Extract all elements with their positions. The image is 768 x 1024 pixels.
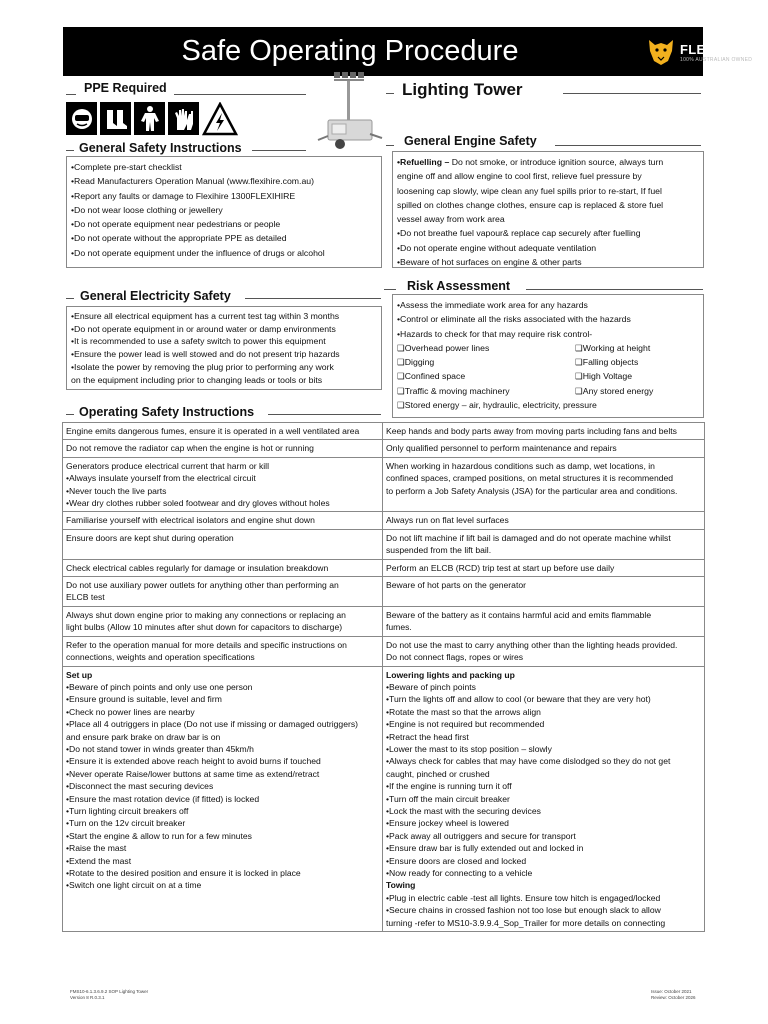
hazard-checkbox: ❑High Voltage [575, 371, 633, 382]
list-item: •Plug in electric cable -test all lights. Ensure tow hitch is engaged/locked [386, 892, 661, 903]
table-row [63, 423, 705, 440]
setup-cell [63, 666, 383, 932]
table-row [63, 666, 705, 932]
list-item: •Raise the mast [66, 843, 127, 854]
list-item: •Now ready for connecting to a vehicle [386, 868, 533, 878]
table-cell-left [63, 606, 383, 636]
list-item: spilled on clothes change clothes, ensure cap is replaced & store fuel [397, 199, 664, 210]
divider [66, 414, 74, 415]
cell-line: Familiarise yourself with electrical isolators and engine shut down [66, 515, 315, 526]
hazard-checkbox: ❑Falling objects [575, 357, 639, 368]
table-row [63, 457, 705, 512]
table-row [63, 440, 705, 457]
list-item: •Hazards to check for that may require risk control- [397, 328, 593, 339]
list-item: turning -refer to MS10-3.9.9.4_Sop_Trailer for more details on connecting [386, 917, 666, 928]
logo-tagline: 100% AUSTRALIAN OWNED [680, 56, 753, 63]
list-item: •Beware of pinch points and only use one person [66, 681, 253, 692]
cell-line: •Always insulate yourself from the electrical circuit [66, 473, 256, 484]
issue-date: Issue: October 2021 [651, 989, 692, 994]
table-row [63, 529, 705, 559]
hazard-checkbox: ❑Digging [397, 357, 435, 368]
table-cell-right [383, 529, 705, 559]
document-code: FMS10-6.1.3.6.9.2 SOP Lighting Tower [70, 989, 149, 994]
refuelling-label: •Refuelling – [397, 157, 450, 167]
general-safety-title: General Safety Instructions [79, 141, 242, 155]
divider [384, 289, 396, 290]
list-item: •It is recommended to use a safety switch to power this equipment [71, 336, 326, 347]
list-item: •Turn lighting circuit breakers off [66, 805, 189, 816]
cell-line: Do not lift machine if lift bail is damaged and do not operate machine whilst [386, 532, 671, 543]
table-cell-left [63, 529, 383, 559]
list-item: •Extend the mast [66, 855, 132, 866]
ppe-icons [66, 102, 238, 137]
list-item: •Retract the head first [386, 731, 469, 742]
hazard-checkbox: ❑Traffic & moving machinery [397, 385, 510, 396]
table-row [63, 512, 705, 529]
hazard-checkbox: ❑Confined space [397, 371, 466, 382]
list-item: •Check no power lines are nearby [66, 706, 195, 717]
list-item: •Do not operate equipment under the influence of drugs or alcohol [71, 247, 325, 258]
table-cell-right [383, 440, 705, 457]
divider [563, 93, 701, 94]
logo [646, 32, 764, 72]
operating-title: Operating Safety Instructions [79, 405, 255, 419]
cell-line: Check electrical cables regularly for damage or insulation breakdown [66, 562, 329, 573]
cell-line: connections, weights and operation specifications [66, 652, 255, 663]
list-item: •Ensure draw bar is fully extended out and locked in [386, 843, 584, 854]
list-item: •Beware of pinch points [386, 681, 476, 692]
cell-line: •Never touch the live parts [66, 485, 167, 496]
hazard-checkbox: ❑Working at height [575, 342, 651, 353]
list-item: •Lower the mast to its stop position – slowly [386, 743, 552, 754]
document-version: Version 8 R.0.3.1 [70, 995, 105, 1000]
setup-title: Set up [66, 669, 93, 680]
list-item: caught, pinched or crushed [386, 768, 490, 779]
table-cell-left [63, 440, 383, 457]
lowering-cell [383, 666, 705, 932]
divider [245, 298, 381, 299]
list-item: Do not smoke, or introduce ignition source, always turn [449, 157, 664, 167]
divider [386, 93, 394, 94]
table-cell-left [63, 559, 383, 576]
list-item: •If the engine is running turn it off [386, 781, 512, 792]
list-item: •Ensure doors are closed and locked [386, 855, 527, 866]
list-item: •Start the engine & allow to run for a few minutes [66, 830, 252, 841]
cell-line: Keep hands and body parts away from moving parts including fans and belts [386, 426, 677, 436]
header-bar [63, 27, 753, 76]
cell-line: Always shut down engine prior to making any connections or replacing an [66, 609, 346, 620]
divider [555, 145, 701, 146]
list-item: loosening cap slowly, wipe clean any fuel spills prior to re-start, If fuel [397, 185, 662, 196]
cell-line: to perform a Job Safety Analysis (JSA) for the particular area and conditions. [386, 485, 678, 496]
list-item: •Place all 4 outriggers in place (Do not use if missing or damaged outriggers) [66, 719, 358, 730]
table-cell-right [383, 457, 705, 512]
table-row [63, 577, 705, 607]
list-item: •Turn on the 12v circuit breaker [66, 818, 186, 829]
list-item: •Do not wear loose clothing or jewellery [71, 204, 223, 215]
hazard-checkbox: ❑Stored energy – air, hydraulic, electricity, pressure [397, 400, 597, 411]
list-item: •Ensure the mast rotation device (if fitted) is locked [66, 793, 260, 804]
list-item: •Assess the immediate work area for any hazards [397, 300, 588, 310]
cell-line: •Wear dry clothes rubber soled footwear and dry gloves without holes [66, 498, 330, 509]
table-cell-right [383, 606, 705, 636]
towing-title: Towing [386, 880, 416, 891]
lighting-tower-image [312, 70, 384, 152]
electricity-safety-box [66, 306, 382, 390]
face-shield-icon [66, 102, 97, 135]
risk-box [392, 294, 704, 418]
list-item: •Rotate the mast so that the arrows align [386, 706, 541, 717]
cell-line: Refer to the operation manual for more details and specific instructions on [66, 639, 347, 650]
electricity-safety-title: General Electricity Safety [80, 289, 231, 303]
cell-line: ELCB test [66, 592, 105, 603]
divider [66, 94, 76, 95]
list-item: •Do not operate without the appropriate PPE as detailed [71, 233, 287, 244]
electrical-hazard-icon [202, 102, 238, 137]
equipment-title: Lighting Tower [402, 80, 523, 99]
hazard-checkbox: ❑Any stored energy [575, 385, 654, 396]
divider [66, 150, 74, 151]
table-cell-left [63, 512, 383, 529]
cell-line: Do not connect flags, ropes or wires [386, 652, 524, 663]
logo-brand: FLEXIHIRE [680, 41, 751, 57]
list-item: vessel away from work area [397, 214, 505, 225]
lowering-title: Lowering lights and packing up [386, 669, 515, 680]
cell-line: confined spaces, cramped positions, on metal structures it is recommended [386, 473, 674, 484]
gloves-icon [168, 102, 199, 135]
hazard-checkbox: ❑Overhead power lines [397, 342, 490, 353]
divider [252, 150, 306, 151]
list-item: •Ensure it is extended above reach height to avoid burns if touched [66, 756, 321, 767]
list-item: •Complete pre-start checklist [71, 162, 182, 172]
list-item: engine off and allow engine to cool first, relieve fuel pressure by [397, 171, 642, 182]
table-row [63, 559, 705, 576]
table-cell-right [383, 636, 705, 666]
cell-line: Generators produce electrical current that harm or kill [66, 460, 269, 471]
general-safety-box [66, 156, 382, 268]
table-cell-left [63, 636, 383, 666]
list-item: •Do not stand tower in winds greater than 45km/h [66, 743, 254, 754]
list-item: •Rotate to the desired position and ensure it is locked in place [66, 868, 301, 878]
cell-line: Perform an ELCB (RCD) trip test at start up before use daily [386, 562, 615, 573]
list-item: •Turn the lights off and allow to cool (or beware that they are very hot) [386, 694, 651, 705]
list-item: •Isolate the power by removing the plug prior to performing any work [71, 361, 334, 372]
table-row [63, 606, 705, 636]
list-item: •Do not operate equipment in or around water or damp environments [71, 323, 336, 334]
divider [174, 94, 306, 95]
list-item: •Ensure ground is suitable, level and firm [66, 694, 222, 705]
list-item: •Do not operate equipment near pedestrians or people [71, 219, 281, 230]
cell-line: Always run on flat level surfaces [386, 515, 509, 526]
operating-table [62, 422, 705, 932]
table-cell-left [63, 423, 383, 440]
list-item: •Turn off the main circuit breaker [386, 793, 510, 804]
coveralls-icon [134, 102, 165, 135]
list-item: •Read Manufacturers Operation Manual (www.flexihire.com.au) [71, 176, 315, 187]
risk-title: Risk Assessment [407, 279, 511, 293]
list-item: •Ensure the power lead is well stowed and do not present trip hazards [71, 349, 340, 360]
cheetah-logo-icon [646, 37, 676, 67]
cell-line: Engine emits dangerous fumes, ensure it is operated in a well ventilated area [66, 426, 360, 436]
list-item: •Lock the mast with the securing devices [386, 805, 541, 816]
list-item: •Pack away all outriggers and secure for transport [386, 830, 576, 841]
table-cell-right [383, 423, 705, 440]
cell-line: light bulbs (Allow 10 minutes after shut down for capacitors to discharge) [66, 622, 343, 633]
divider [66, 298, 74, 299]
list-item: •Secure chains in crossed fashion not too lose but enough slack to allow [386, 905, 661, 916]
table-row [63, 636, 705, 666]
list-item: •Report any faults or damage to Flexihire 1300FLEXIHIRE [71, 190, 296, 201]
table-cell-left [63, 577, 383, 607]
review-date: Review: October 2026 [651, 995, 696, 1000]
engine-safety-box [392, 151, 704, 268]
table-cell-right [383, 512, 705, 529]
table-cell-left [63, 457, 383, 512]
page-title: Safe Operating Procedure [181, 35, 519, 67]
divider [268, 414, 381, 415]
cell-line: fumes. [386, 622, 412, 633]
ppe-title: PPE Required [84, 81, 167, 95]
cell-line: Ensure doors are kept shut during operation [66, 532, 234, 543]
table-cell-right [383, 577, 705, 607]
boots-icon [100, 102, 131, 135]
footer-left [70, 989, 148, 1001]
cell-line: suspended from the lift bail. [386, 545, 492, 556]
list-item: •Engine is not required but recommended [386, 719, 545, 730]
cell-line: Beware of hot parts on the generator [386, 580, 526, 591]
cell-line: Beware of the battery as it contains harmful acid and emits flammable [386, 609, 652, 620]
list-item: •Ensure jockey wheel is lowered [386, 818, 509, 829]
list-item: •Switch one light circuit on at a time [66, 880, 202, 891]
list-item: •Always check for cables that may have come dislodged so they do not get [386, 756, 671, 767]
footer-right [651, 989, 696, 1001]
engine-safety-title: General Engine Safety [404, 134, 537, 148]
list-item: •Beware of hot surfaces on engine & other parts [397, 257, 582, 268]
list-item: •Do not breathe fuel vapour& replace cap securely after fuelling [397, 228, 641, 239]
list-item: •Disconnect the mast securing devices [66, 781, 214, 792]
list-item: and ensure park brake on draw bar is on [66, 731, 221, 742]
cell-line: Do not use the mast to carry anything other than the lighting heads provided. [386, 639, 678, 650]
hazard-checklist [397, 341, 699, 398]
cell-line: Only qualified personnel to perform maintenance and repairs [386, 443, 617, 454]
divider [386, 145, 394, 146]
list-item: •Do not operate engine without adequate ventilation [397, 242, 597, 253]
list-item: •Control or eliminate all the risks associated with the hazards [397, 314, 631, 325]
cell-line: Do not remove the radiator cap when the engine is hot or running [66, 443, 314, 454]
cell-line: Do not use auxiliary power outlets for anything other than performing an [66, 580, 339, 591]
divider [526, 289, 703, 290]
list-item: •Ensure all electrical equipment has a current test tag within 3 months [71, 311, 340, 321]
table-cell-right [383, 559, 705, 576]
list-item: •Never operate Raise/lower buttons at same time as extend/retract [66, 768, 320, 779]
cell-line: When working in hazardous conditions such as damp, wet locations, in [386, 460, 655, 471]
list-item: on the equipment including prior to changing leads or tools or bits [71, 374, 323, 385]
